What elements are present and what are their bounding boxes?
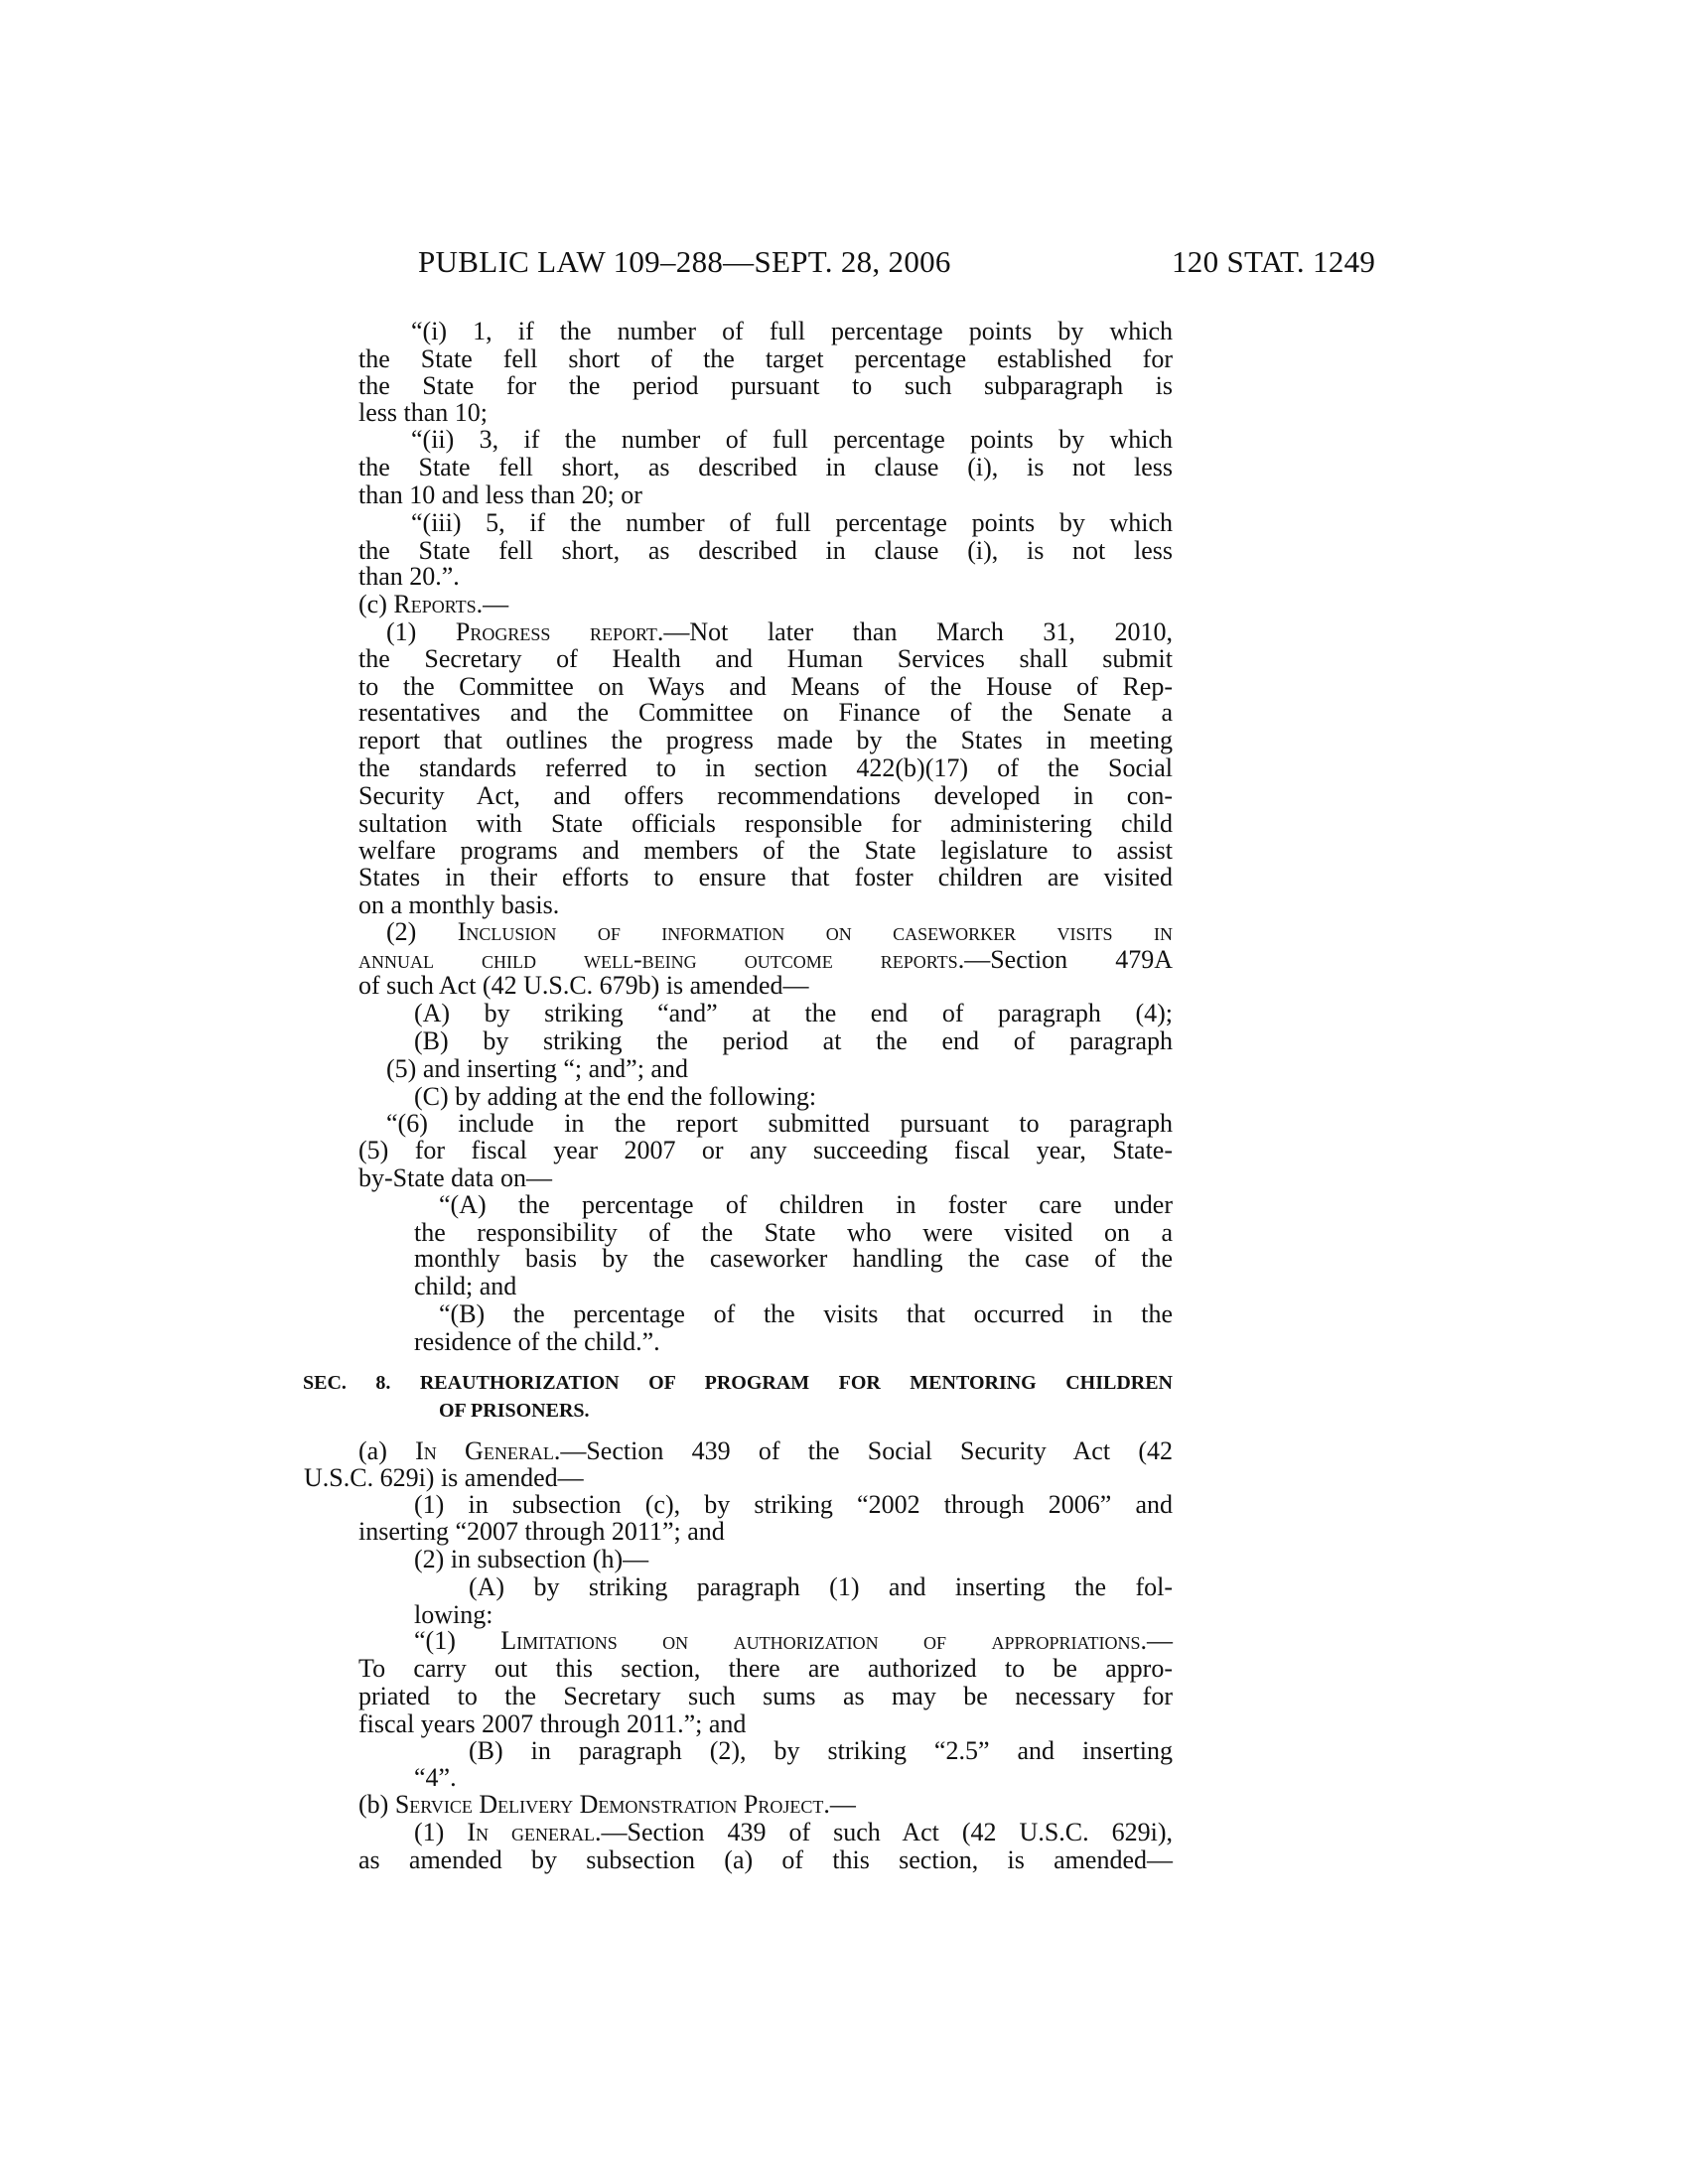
text-line (414, 1327, 660, 1357)
text-segment: (B) by striking the period at the end of paragraph (414, 1026, 1173, 1055)
text-line (469, 1736, 1173, 1766)
text-segment: inserting “2007 through 2011”; and (358, 1517, 725, 1546)
text-segment: Security Act, and offers recommendations developed in con- (358, 781, 1173, 810)
text-segment: “(iii) 5, if the number of full percentage points by which (411, 508, 1173, 537)
text-line (414, 1490, 1173, 1520)
text-segment: .— (1140, 1626, 1173, 1655)
text-line (358, 1709, 746, 1739)
text-line (439, 1299, 1173, 1329)
text-line (358, 1517, 725, 1547)
text-segment: fiscal years 2007 through 2011.”; and (358, 1709, 747, 1738)
text-segment: of such Act (42 U.S.C. 679b) is amended— (358, 971, 809, 1000)
text-line (386, 1054, 688, 1084)
text-line (358, 590, 508, 619)
text-segment: the Secretary of Health and Human Services shall submit (358, 644, 1173, 673)
text-segment: resentatives and the Committee on Finance of the Senate a (358, 698, 1173, 727)
text-segment: .—Section 439 of the Social Security Act (42 (553, 1436, 1173, 1465)
text-line (358, 1845, 1173, 1875)
text-line (386, 617, 1173, 647)
text-line (386, 1109, 1173, 1139)
text-segment: “(i) 1, if the number of full percentage points by which (411, 317, 1173, 345)
text-segment: .— (823, 1790, 856, 1819)
text-segment: (1) (414, 1818, 468, 1846)
text-line (358, 698, 1173, 728)
text-line (414, 1244, 1173, 1274)
text-segment: sultation with State officials responsible for administering child (358, 809, 1173, 838)
text-segment: (2) (386, 917, 458, 946)
text-segment: report that outlines the progress made by the States in meeting (358, 726, 1173, 754)
text-segment: the State for the period pursuant to such subparagraph is (358, 371, 1173, 400)
text-segment: “(6) include in the report submitted pursuant to paragraph (386, 1109, 1173, 1138)
text-line (414, 1626, 1173, 1656)
text-segment: monthly basis by the caseworker handling the case of the (414, 1244, 1173, 1273)
text-line (358, 1790, 856, 1820)
text-line (414, 1763, 457, 1793)
text-line (439, 1190, 1173, 1220)
text-segment: “(A) the percentage of children in foster care under (439, 1190, 1173, 1219)
text-segment: “(1) (414, 1626, 501, 1655)
text-line (358, 344, 1173, 374)
small-caps-heading: Limitations on authorization of appropriations (500, 1626, 1141, 1655)
text-segment: .—Not later than March 31, 2010, (656, 617, 1173, 646)
text-segment: “(B) the percentage of the visits that occurred in the (439, 1299, 1173, 1328)
text-segment: (a) (358, 1436, 416, 1465)
text-segment: to the Committee on Ways and Means of the House of Rep- (358, 672, 1173, 701)
text-segment: (C) by adding at the end the following: (414, 1082, 817, 1111)
running-header-title: PUBLIC LAW 109–288—SEPT. 28, 2006 (418, 244, 951, 279)
text-segment: (2) in subsection (h)— (414, 1545, 649, 1573)
text-line (358, 863, 1173, 892)
text-segment: the State fell short, as described in clause (i), is not less (358, 536, 1173, 565)
text-line (414, 999, 1173, 1028)
text-segment: .— (476, 590, 509, 618)
text-segment: (B) in paragraph (2), by striking “2.5” and inserting (469, 1736, 1173, 1765)
text-segment: (b) (358, 1790, 395, 1819)
small-caps-heading: Progress report (455, 617, 657, 646)
text-line (411, 508, 1173, 538)
text-line (358, 1436, 1173, 1466)
text-segment: the State fell short, as described in clause (i), is not less (358, 453, 1173, 481)
text-segment: (5) for fiscal year 2007 or any succeeding fiscal year, State- (358, 1136, 1173, 1164)
text-segment: child; and (414, 1272, 517, 1300)
text-line (411, 317, 1173, 346)
text-line (358, 644, 1173, 674)
text-line (469, 1572, 1173, 1602)
small-caps-heading: In General (415, 1436, 554, 1465)
text-segment: the responsibility of the State who were visited on a (414, 1218, 1173, 1247)
text-line (358, 726, 1173, 755)
text-segment: “(ii) 3, if the number of full percentage points by which (411, 425, 1173, 454)
text-line (414, 1818, 1173, 1847)
text-line (358, 836, 1173, 866)
text-line (358, 1136, 1173, 1165)
text-line (414, 1026, 1173, 1056)
text-segment: .—Section 439 of such Act (42 U.S.C. 629i), (594, 1818, 1173, 1846)
text-segment: To carry out this section, there are authorized to be appro- (358, 1654, 1173, 1683)
text-line (358, 1682, 1173, 1711)
small-caps-heading: Service Delivery Demonstration Project (394, 1790, 824, 1819)
text-segment: less than 10; (358, 398, 488, 427)
text-segment: residence of the child.”. (414, 1327, 660, 1356)
text-line (358, 398, 488, 428)
section-heading-line2: OF PRISONERS. (439, 1400, 590, 1422)
text-line (358, 1654, 1173, 1684)
text-line (358, 890, 559, 920)
text-segment: U.S.C. 629i) is amended— (304, 1463, 584, 1492)
text-line (358, 536, 1173, 566)
text-segment: welfare programs and members of the State legislature to assist (358, 836, 1173, 865)
text-segment: lowing: (414, 1600, 493, 1629)
small-caps-heading: Inclusion of information on caseworker visits in (457, 917, 1173, 946)
text-line (358, 562, 460, 592)
text-segment: the standards referred to in section 422(b)(17) of the Social (358, 753, 1173, 782)
text-segment: (5) and inserting “; and”; and (386, 1054, 688, 1083)
text-line (358, 781, 1173, 811)
text-segment: (c) (358, 590, 394, 618)
text-line (304, 1463, 584, 1493)
text-line (358, 371, 1173, 401)
text-segment: the State fell short of the target percentage established for (358, 344, 1173, 373)
text-segment: priated to the Secretary such sums as may be necessary for (358, 1682, 1173, 1710)
text-segment: (A) by striking paragraph (1) and inserting the fol- (469, 1572, 1173, 1601)
text-line (358, 809, 1173, 839)
text-line (358, 971, 809, 1001)
text-line (358, 1163, 552, 1193)
small-caps-heading: In general (467, 1818, 595, 1846)
text-line (358, 453, 1173, 482)
text-line (414, 1082, 816, 1112)
small-caps-heading: Reports (393, 590, 477, 618)
text-segment: as amended by subsection (a) of this section, is amended— (358, 1845, 1173, 1874)
text-segment: .—Section 479A (957, 945, 1173, 974)
text-line (414, 1272, 516, 1301)
text-segment: (A) by striking “and” at the end of paragraph (4); (414, 999, 1173, 1027)
text-segment: by-State data on— (358, 1163, 552, 1192)
text-line (411, 425, 1173, 455)
text-line (358, 753, 1173, 783)
text-line (386, 917, 1173, 947)
text-segment: (1) in subsection (c), by striking “2002 through 2006” and (414, 1490, 1173, 1519)
small-caps-heading: annual child well-being outcome reports (358, 945, 958, 974)
text-segment: States in their efforts to ensure that foster children are visited (358, 863, 1173, 891)
text-segment: on a monthly basis. (358, 890, 560, 919)
text-line (358, 480, 642, 510)
section-heading-line1: SEC. 8. REAUTHORIZATION OF PROGRAM FOR MENTORING CHILDREN (303, 1372, 1173, 1394)
text-segment: than 10 and less than 20; or (358, 480, 642, 509)
text-line (414, 1545, 648, 1574)
text-segment: than 20.”. (358, 562, 460, 591)
text-segment: (1) (386, 617, 456, 646)
text-segment: “4”. (414, 1763, 457, 1792)
page-number: 120 STAT. 1249 (1172, 244, 1376, 279)
